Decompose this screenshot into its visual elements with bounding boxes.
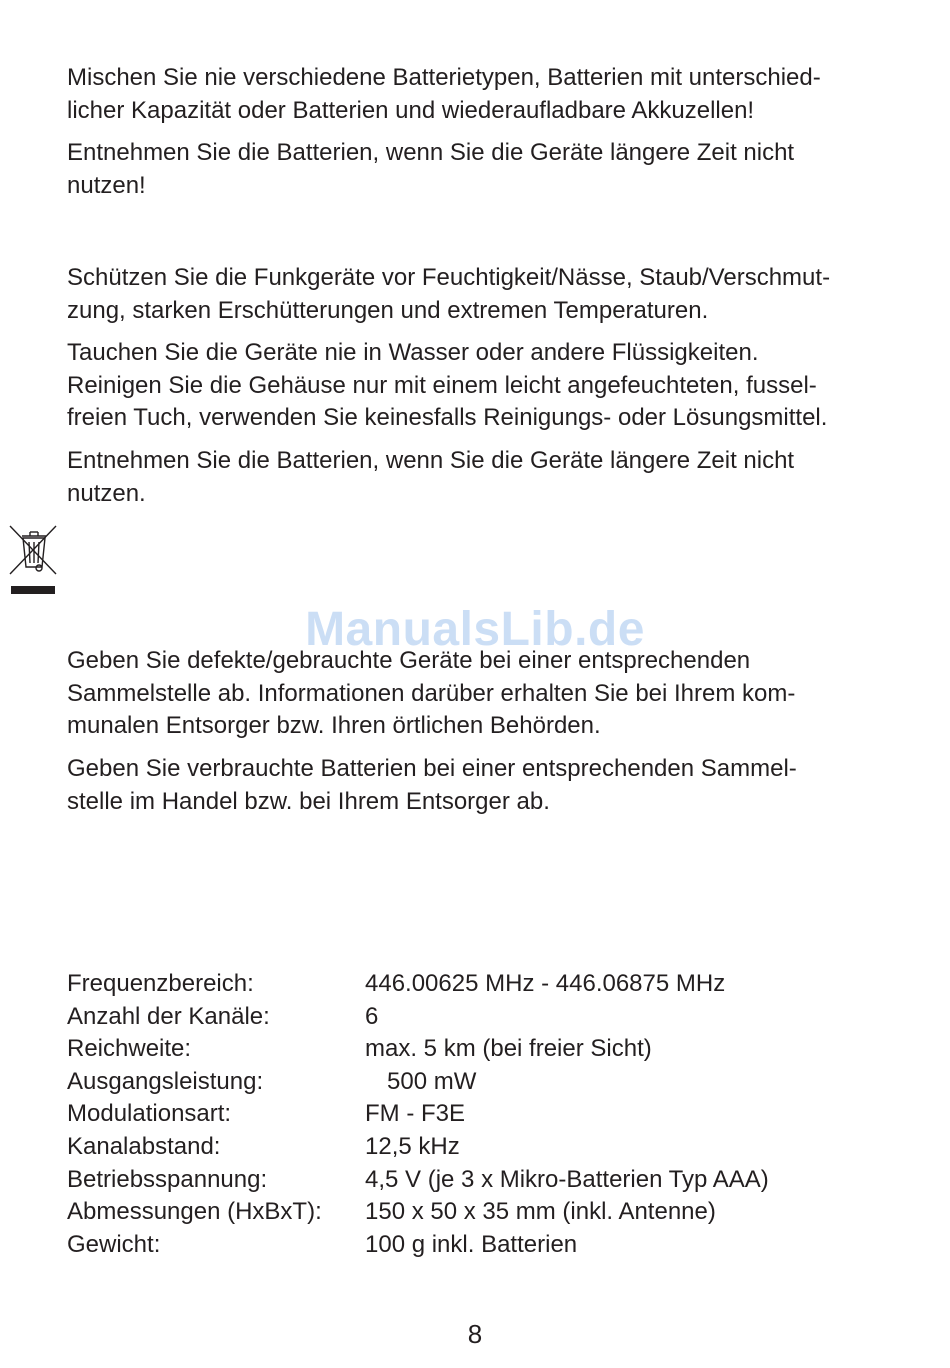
spec-value: max. 5 km (bei freier Sicht)	[365, 1035, 652, 1063]
spec-row	[67, 968, 897, 1001]
spec-value: 6	[365, 1002, 379, 1030]
spec-value: 4,5 V (je 3 x Mikro-Batterien Typ AAA)	[365, 1165, 769, 1193]
spec-label: Reichweite:	[67, 1035, 192, 1063]
spec-value: 100 g inkl. Batterien	[365, 1230, 578, 1258]
spec-row	[67, 1066, 897, 1099]
spec-row	[67, 1033, 897, 1066]
spec-label: Gewicht:	[67, 1230, 161, 1258]
spec-value: 150 x 50 x 35 mm (inkl. Antenne)	[365, 1198, 716, 1226]
crossed-out-wheelie-bin-icon	[8, 522, 58, 596]
spec-row	[67, 1098, 897, 1131]
device-disposal-instructions: Geben Sie defekte/gebrauchte Geräte bei einer entsprechenden Sammelstelle ab. Informationen darüber erhalten Sie bei Ihrem kom- munalen Entsorger bzw. Ihren örtlichen Behörden.	[67, 647, 796, 739]
spec-label: Frequenzbereich:	[67, 970, 254, 997]
spec-label: Modulationsart:	[67, 1100, 232, 1128]
spec-label: Kanalabstand:	[67, 1132, 221, 1160]
battery-removal-note: Entnehmen Sie die Batterien, wenn Sie die Geräte längere Zeit nicht nutzen!	[67, 139, 795, 199]
spec-value: FM - F3E	[365, 1100, 465, 1128]
spec-label: Anzahl der Kanäle:	[67, 1002, 270, 1030]
spec-row	[67, 1196, 897, 1229]
spec-row	[67, 1164, 897, 1197]
spec-value: 500 mW	[387, 1067, 477, 1095]
page-number: 8	[467, 1319, 483, 1349]
spec-label: Ausgangsleistung:	[67, 1067, 264, 1095]
battery-mixing-warning: Mischen Sie nie verschiedene Batterietypen, Batterien mit unterschied- licher Kapazität oder Batterien und wiederaufladbare Akkuzellen!	[67, 64, 821, 124]
battery-removal-note-2: Entnehmen Sie die Batterien, wenn Sie die Geräte längere Zeit nicht nutzen.	[67, 447, 795, 507]
cleaning-instructions: Tauchen Sie die Geräte nie in Wasser oder andere Flüssigkeiten. Reinigen Sie die Gehäuse nur mit einem leicht angefeuchteten, fussel- freien Tuch, verwenden Sie keinesfalls Reinigungs- oder Lösungsmittel.	[67, 339, 828, 431]
battery-disposal-instructions: Geben Sie verbrauchte Batterien bei einer entsprechenden Sammel- stelle im Handel bzw. bei Ihrem Entsorger ab.	[67, 755, 797, 815]
spec-label: Abmessungen (HxBxT):	[67, 1198, 322, 1226]
spec-row	[67, 1131, 897, 1164]
protection-instructions: Schützen Sie die Funkgeräte vor Feuchtigkeit/Nässe, Staub/Verschmut- zung, starken Erschütterungen und extremen Temperaturen.	[67, 264, 831, 324]
spec-value: 446.00625 MHz - 446.06875 MHz	[365, 970, 726, 997]
spec-row	[67, 1001, 897, 1034]
spec-row	[67, 1229, 897, 1262]
technical-specifications	[67, 968, 897, 1261]
spec-value: 12,5 kHz	[365, 1132, 460, 1160]
watermark: ManualsLib.de	[305, 603, 645, 656]
spec-label: Betriebsspannung:	[67, 1165, 268, 1193]
